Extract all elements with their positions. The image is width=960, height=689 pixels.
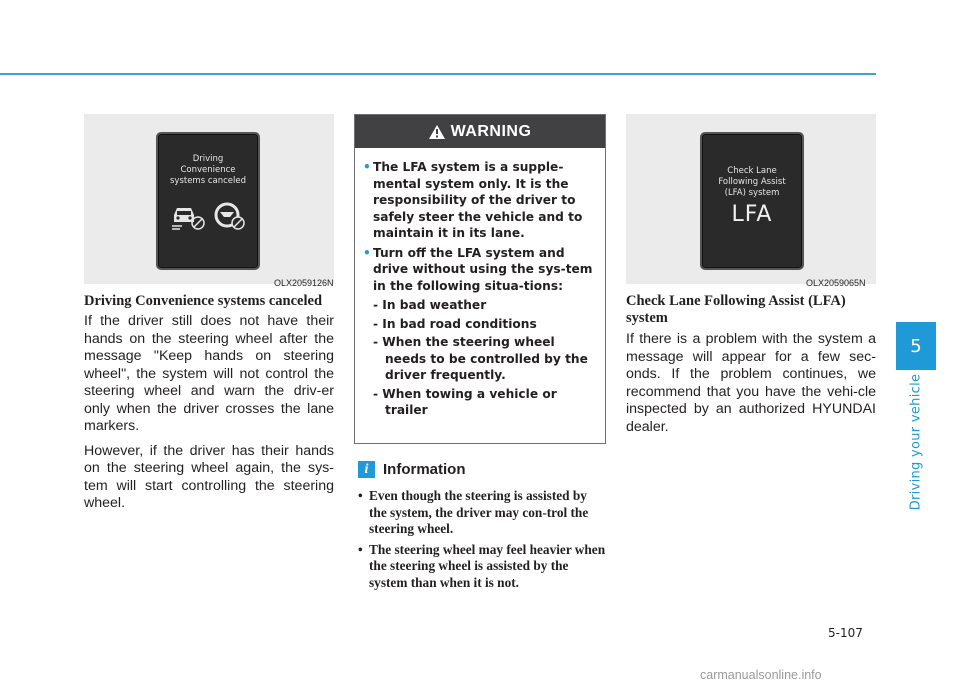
warning-sub-list <box>363 297 597 419</box>
lfa-check-figure <box>626 114 876 284</box>
paragraph: If the driver still does not have their hands on the steering wheel after the message "Keep hands on steering wheel", the system will not control the steering wheel and warn the driv-er only when the driver crosses the lane markers. <box>84 313 334 434</box>
information-list <box>358 488 606 595</box>
driving-convenience-figure <box>84 114 334 284</box>
information-title: Information <box>383 461 466 478</box>
image-code-right: OLX2059065N <box>806 278 866 288</box>
image-code-left: OLX2059126N <box>274 278 334 288</box>
chapter-label: Driving your vehicle <box>908 373 924 511</box>
lfa-label: LFA <box>731 202 773 227</box>
cluster-display <box>700 132 804 270</box>
right-column <box>626 293 876 436</box>
information-heading <box>358 461 466 478</box>
paragraph: However, if the driver has their hands on the steering wheel again, the sys-tem will start controlling the steering wheel. <box>84 442 334 511</box>
info-icon: i <box>358 461 375 478</box>
cluster-message: Check Lane Following Assist (LFA) system <box>718 166 786 198</box>
car-lane-cancel-icon <box>172 204 206 230</box>
header-rule <box>0 73 876 75</box>
warning-bullet: • The LFA system is a supple-mental system only. It is the responsibility of the driver to safely steer the vehicle and to maintain it in its lane. <box>363 160 583 240</box>
warning-triangle-icon <box>429 125 445 139</box>
section-heading-lfa-check: Check Lane Following Assist (LFA) system <box>626 293 846 326</box>
info-item: • The steering wheel may feel heavier when the steering wheel is assisted by the system than when it is not. <box>358 541 606 590</box>
info-item: • Even though the steering is assisted by the system, the driver may con-trol the steering wheel. <box>358 488 589 536</box>
cluster-message: Driving Convenience systems canceled <box>169 154 247 186</box>
watermark-link[interactable]: carmanualsonline.info <box>700 668 822 682</box>
warning-body <box>355 148 605 419</box>
page-number: 5-107 <box>828 626 863 640</box>
steering-wheel-cancel-icon <box>214 202 246 230</box>
cluster-display <box>156 132 260 270</box>
warning-sub-item: - When the steering wheel needs to be controlled by the driver frequently. <box>373 335 588 382</box>
warning-bullet: • Turn off the LFA system and drive without using the sys-tem in the following situa-tions: <box>363 245 593 293</box>
warning-box <box>354 114 606 444</box>
warning-title: WARNING <box>450 122 532 140</box>
paragraph: If there is a problem with the system a message will appear for a few sec-onds. If the problem continues, we recommend that you have the vehi-cle inspected by an authorized HYUNDAI dealer. <box>626 331 876 435</box>
warning-sub-item: - In bad weather <box>373 298 487 312</box>
left-column <box>84 293 334 513</box>
chapter-number-tab: 5 <box>896 322 936 370</box>
warning-header <box>355 115 605 148</box>
warning-sub-item: - In bad road conditions <box>373 316 537 331</box>
section-heading-convenience: Driving Convenience systems canceled <box>84 293 323 309</box>
warning-sub-item: - When towing a vehicle or trailer <box>373 386 557 417</box>
